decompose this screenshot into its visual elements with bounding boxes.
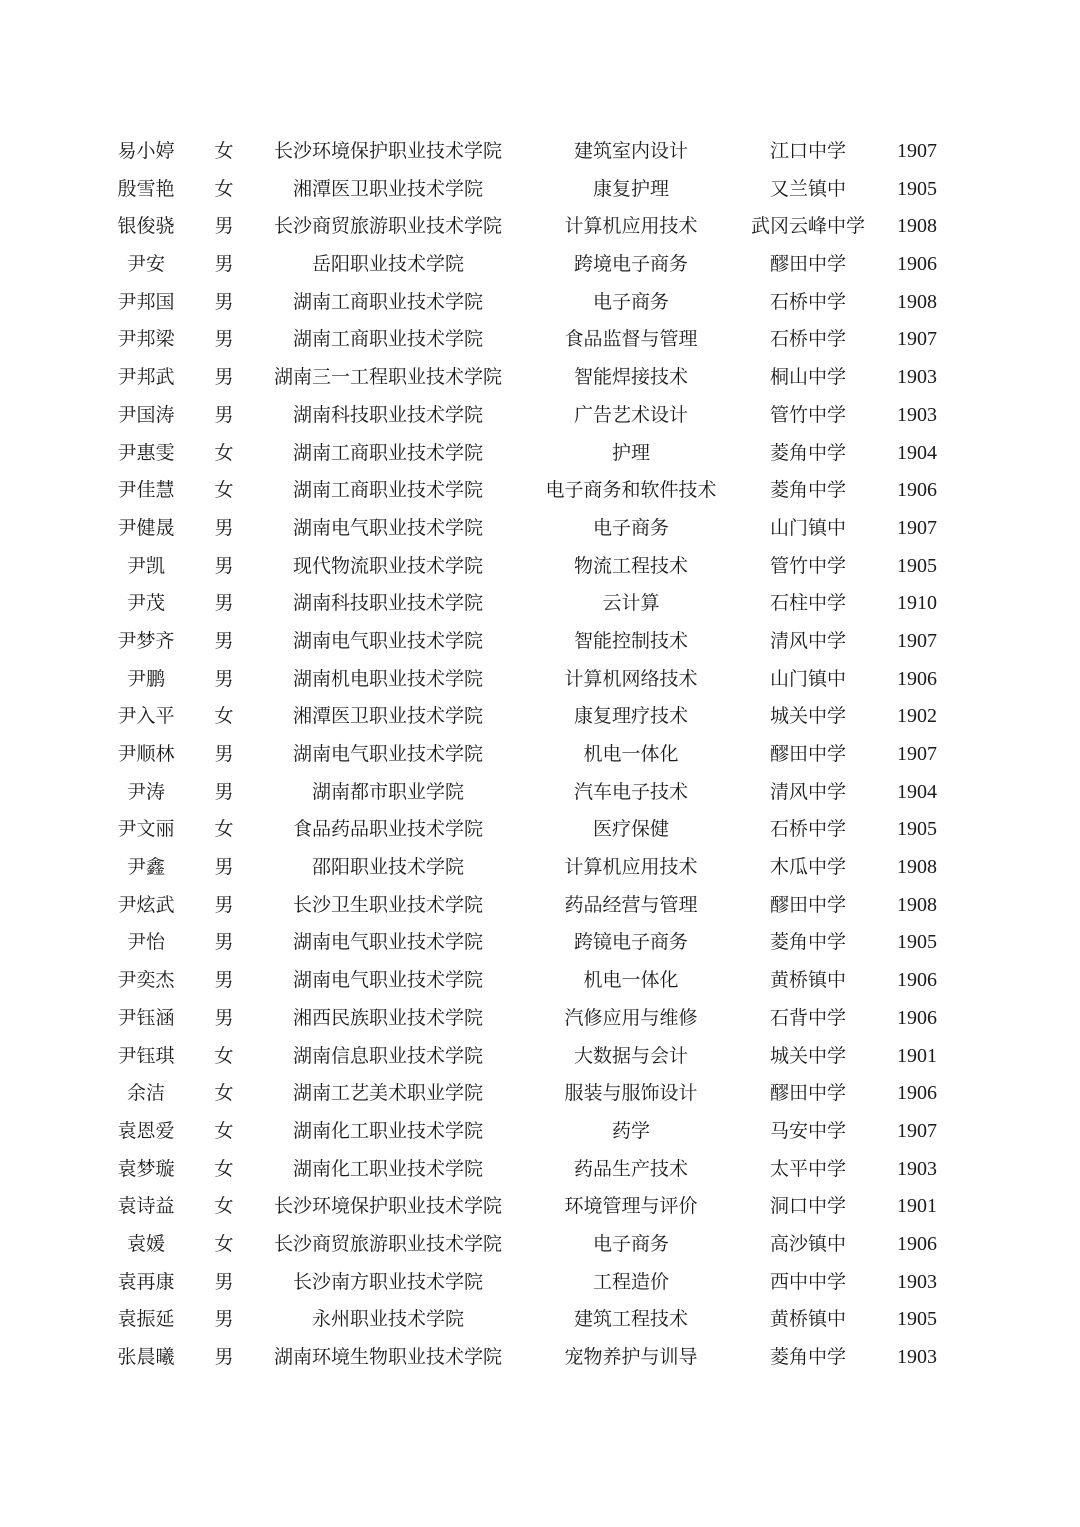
class-number: 1906 bbox=[897, 253, 937, 276]
middle-school-name: 西中中学 bbox=[769, 1270, 846, 1293]
student-gender: 男 bbox=[214, 893, 234, 916]
college-name: 湖南化工职业技术学院 bbox=[292, 1119, 483, 1142]
table-row bbox=[0, 246, 1080, 284]
class-number: 1907 bbox=[897, 743, 937, 765]
student-gender: 男 bbox=[214, 1308, 234, 1331]
student-gender: 女 bbox=[214, 441, 234, 464]
middle-school-name: 菱角中学 bbox=[769, 441, 846, 464]
student-name: 尹邦梁 bbox=[117, 328, 175, 351]
middle-school-name: 管竹中学 bbox=[769, 403, 846, 426]
major-name: 食品监督与管理 bbox=[564, 328, 698, 351]
college-name: 长沙南方职业技术学院 bbox=[292, 1270, 483, 1293]
table-row bbox=[0, 1038, 1080, 1076]
college-name: 湖南信息职业技术学院 bbox=[292, 1044, 483, 1067]
class-number: 1906 bbox=[897, 667, 937, 690]
middle-school-name: 菱角中学 bbox=[769, 1346, 846, 1368]
class-number: 1908 bbox=[897, 893, 937, 916]
college-name: 食品药品职业技术学院 bbox=[292, 818, 483, 841]
class-number: 1902 bbox=[897, 705, 937, 728]
middle-school-name: 醪田中学 bbox=[769, 893, 846, 916]
student-name: 袁诗益 bbox=[117, 1195, 175, 1218]
student-gender: 男 bbox=[214, 328, 234, 351]
major-name: 广告艺术设计 bbox=[573, 403, 688, 426]
middle-school-name: 醪田中学 bbox=[769, 253, 846, 276]
table-row bbox=[0, 321, 1080, 359]
middle-school-name: 石背中学 bbox=[769, 1006, 846, 1029]
table-row bbox=[0, 133, 1080, 171]
major-name: 大数据与会计 bbox=[573, 1044, 688, 1067]
college-name: 邵阳职业技术学院 bbox=[311, 856, 464, 879]
table-row bbox=[0, 548, 1080, 586]
table-row bbox=[0, 1000, 1080, 1038]
middle-school-name: 菱角中学 bbox=[769, 931, 846, 954]
student-gender: 男 bbox=[214, 554, 234, 577]
student-name: 尹奕杰 bbox=[117, 969, 175, 992]
major-name: 宠物养护与训导 bbox=[564, 1346, 698, 1368]
student-gender: 男 bbox=[214, 629, 234, 652]
student-gender: 女 bbox=[214, 1119, 234, 1142]
student-name: 易小婷 bbox=[117, 140, 175, 162]
student-name: 尹健晟 bbox=[117, 516, 175, 539]
table-row bbox=[0, 1226, 1080, 1264]
table-row bbox=[0, 1339, 1080, 1377]
table-row bbox=[0, 585, 1080, 623]
student-gender: 女 bbox=[214, 1044, 234, 1067]
middle-school-name: 清风中学 bbox=[769, 629, 846, 652]
major-name: 计算机应用技术 bbox=[564, 215, 698, 238]
student-gender: 女 bbox=[214, 479, 234, 502]
table-row bbox=[0, 924, 1080, 962]
major-name: 智能焊接技术 bbox=[573, 366, 688, 389]
college-name: 永州职业技术学院 bbox=[311, 1308, 464, 1331]
major-name: 医疗保健 bbox=[592, 818, 669, 841]
table-row bbox=[0, 811, 1080, 849]
class-number: 1905 bbox=[897, 931, 937, 954]
class-number: 1903 bbox=[897, 1157, 937, 1180]
major-name: 环境管理与评价 bbox=[564, 1195, 698, 1218]
major-name: 建筑室内设计 bbox=[573, 140, 688, 162]
college-name: 长沙环境保护职业技术学院 bbox=[273, 1195, 502, 1218]
college-name: 湖南工艺美术职业学院 bbox=[292, 1082, 483, 1105]
class-number: 1907 bbox=[897, 328, 937, 351]
college-name: 长沙商贸旅游职业技术学院 bbox=[273, 215, 502, 238]
middle-school-name: 石桥中学 bbox=[769, 818, 846, 841]
middle-school-name: 高沙镇中 bbox=[769, 1232, 846, 1255]
class-number: 1906 bbox=[897, 479, 937, 502]
college-name: 长沙商贸旅游职业技术学院 bbox=[273, 1232, 502, 1255]
class-number: 1901 bbox=[897, 1195, 937, 1218]
class-number: 1910 bbox=[897, 592, 937, 615]
major-name: 电子商务和软件技术 bbox=[545, 479, 717, 502]
middle-school-name: 黄桥镇中 bbox=[769, 1308, 846, 1331]
student-gender: 男 bbox=[214, 969, 234, 992]
college-name: 长沙卫生职业技术学院 bbox=[292, 893, 483, 916]
class-number: 1903 bbox=[897, 1270, 937, 1293]
student-gender: 男 bbox=[214, 667, 234, 690]
college-name: 湖南工商职业技术学院 bbox=[292, 328, 483, 351]
middle-school-name: 醪田中学 bbox=[769, 743, 846, 765]
table-row bbox=[0, 849, 1080, 887]
table-row bbox=[0, 284, 1080, 322]
major-name: 服装与服饰设计 bbox=[564, 1082, 698, 1105]
student-gender: 男 bbox=[214, 516, 234, 539]
class-number: 1906 bbox=[897, 969, 937, 992]
college-name: 湖南电气职业技术学院 bbox=[292, 969, 483, 992]
table-row bbox=[0, 661, 1080, 699]
student-gender: 女 bbox=[214, 818, 234, 841]
college-name: 湖南电气职业技术学院 bbox=[292, 629, 483, 652]
class-number: 1908 bbox=[897, 215, 937, 238]
college-name: 现代物流职业技术学院 bbox=[292, 554, 483, 577]
major-name: 护理 bbox=[611, 441, 650, 464]
student-name: 尹安 bbox=[126, 253, 165, 276]
table-row bbox=[0, 623, 1080, 661]
class-number: 1905 bbox=[897, 818, 937, 841]
college-name: 湖南电气职业技术学院 bbox=[292, 931, 483, 954]
middle-school-name: 山门镇中 bbox=[769, 667, 846, 690]
college-name: 湖南环境生物职业技术学院 bbox=[273, 1346, 502, 1368]
major-name: 云计算 bbox=[602, 592, 660, 615]
table-row bbox=[0, 1188, 1080, 1226]
student-gender: 女 bbox=[214, 1157, 234, 1180]
middle-school-name: 洞口中学 bbox=[769, 1195, 846, 1218]
college-name: 湖南工商职业技术学院 bbox=[292, 441, 483, 464]
class-number: 1904 bbox=[897, 780, 937, 803]
major-name: 智能控制技术 bbox=[573, 629, 688, 652]
college-name: 湖南三一工程职业技术学院 bbox=[273, 366, 502, 389]
middle-school-name: 山门镇中 bbox=[769, 516, 846, 539]
student-gender: 男 bbox=[214, 366, 234, 389]
student-name: 尹惠雯 bbox=[117, 441, 175, 464]
table-row bbox=[0, 887, 1080, 925]
middle-school-name: 黄桥镇中 bbox=[769, 969, 846, 992]
student-name: 尹鑫 bbox=[126, 856, 165, 879]
student-gender: 男 bbox=[214, 403, 234, 426]
student-name: 尹入平 bbox=[117, 705, 175, 728]
student-name: 尹钰琪 bbox=[117, 1044, 175, 1067]
college-name: 湖南电气职业技术学院 bbox=[292, 743, 483, 765]
student-gender: 女 bbox=[214, 1082, 234, 1105]
major-name: 物流工程技术 bbox=[573, 554, 688, 577]
class-number: 1908 bbox=[897, 290, 937, 313]
major-name: 康复护理 bbox=[592, 177, 669, 200]
college-name: 湖南工商职业技术学院 bbox=[292, 290, 483, 313]
student-name: 尹涛 bbox=[126, 780, 165, 803]
student-name: 尹炫武 bbox=[117, 893, 175, 916]
college-name: 岳阳职业技术学院 bbox=[311, 253, 464, 276]
student-gender: 男 bbox=[214, 1346, 234, 1368]
class-number: 1903 bbox=[897, 1346, 937, 1368]
major-name: 康复理疗技术 bbox=[573, 705, 688, 728]
table-row bbox=[0, 1075, 1080, 1113]
major-name: 工程造价 bbox=[592, 1270, 669, 1293]
class-number: 1905 bbox=[897, 1308, 937, 1331]
student-gender: 男 bbox=[214, 743, 234, 765]
major-name: 汽修应用与维修 bbox=[564, 1006, 698, 1029]
student-gender: 男 bbox=[214, 931, 234, 954]
table-row bbox=[0, 208, 1080, 246]
class-number: 1907 bbox=[897, 1119, 937, 1142]
middle-school-name: 管竹中学 bbox=[769, 554, 846, 577]
major-name: 建筑工程技术 bbox=[573, 1308, 688, 1331]
class-number: 1907 bbox=[897, 140, 937, 162]
class-number: 1901 bbox=[897, 1044, 937, 1067]
middle-school-name: 清风中学 bbox=[769, 780, 846, 803]
student-name: 袁媛 bbox=[126, 1232, 165, 1255]
table-row bbox=[0, 1264, 1080, 1302]
middle-school-name: 马安中学 bbox=[769, 1119, 846, 1142]
middle-school-name: 石桥中学 bbox=[769, 328, 846, 351]
college-name: 湖南机电职业技术学院 bbox=[292, 667, 483, 690]
student-name: 尹怡 bbox=[126, 931, 165, 954]
student-name: 袁梦璇 bbox=[117, 1157, 175, 1180]
student-gender: 男 bbox=[214, 780, 234, 803]
major-name: 计算机网络技术 bbox=[564, 667, 698, 690]
middle-school-name: 又兰镇中 bbox=[769, 177, 846, 200]
table-row bbox=[0, 359, 1080, 397]
student-name: 袁恩爱 bbox=[117, 1119, 175, 1142]
student-name: 尹鹏 bbox=[126, 667, 165, 690]
major-name: 电子商务 bbox=[592, 1232, 669, 1255]
student-gender: 女 bbox=[214, 705, 234, 728]
major-name: 电子商务 bbox=[592, 290, 669, 313]
class-number: 1907 bbox=[897, 629, 937, 652]
student-name: 尹邦武 bbox=[117, 366, 175, 389]
class-number: 1903 bbox=[897, 403, 937, 426]
table-row bbox=[0, 472, 1080, 510]
college-name: 湖南科技职业技术学院 bbox=[292, 592, 483, 615]
class-number: 1905 bbox=[897, 554, 937, 577]
class-number: 1906 bbox=[897, 1082, 937, 1105]
middle-school-name: 桐山中学 bbox=[769, 366, 846, 389]
student-name: 尹凯 bbox=[126, 554, 165, 577]
student-gender: 男 bbox=[214, 1006, 234, 1029]
college-name: 长沙环境保护职业技术学院 bbox=[273, 140, 502, 162]
student-name: 袁再康 bbox=[117, 1270, 175, 1293]
major-name: 机电一体化 bbox=[583, 969, 679, 992]
middle-school-name: 城关中学 bbox=[769, 1044, 846, 1067]
student-name: 银俊骁 bbox=[117, 215, 175, 238]
table-row bbox=[0, 962, 1080, 1000]
student-gender: 男 bbox=[214, 592, 234, 615]
table-row bbox=[0, 510, 1080, 548]
table-row bbox=[0, 1301, 1080, 1339]
major-name: 电子商务 bbox=[592, 516, 669, 539]
student-gender: 男 bbox=[214, 253, 234, 276]
college-name: 湖南都市职业学院 bbox=[311, 780, 464, 803]
student-name: 尹顺林 bbox=[117, 743, 175, 765]
major-name: 跨境电子商务 bbox=[573, 253, 688, 276]
table-row bbox=[0, 397, 1080, 435]
student-gender: 女 bbox=[214, 1195, 234, 1218]
student-name: 张晨曦 bbox=[117, 1346, 175, 1368]
student-name: 余洁 bbox=[126, 1082, 165, 1105]
student-name: 尹梦齐 bbox=[117, 629, 175, 652]
student-roster-table bbox=[0, 133, 1080, 1377]
student-name: 尹国涛 bbox=[117, 403, 175, 426]
major-name: 机电一体化 bbox=[583, 743, 679, 765]
middle-school-name: 江口中学 bbox=[769, 140, 846, 162]
middle-school-name: 武冈云峰中学 bbox=[750, 215, 865, 238]
class-number: 1906 bbox=[897, 1006, 937, 1029]
major-name: 药学 bbox=[611, 1119, 650, 1142]
student-gender: 女 bbox=[214, 177, 234, 200]
student-name: 殷雪艳 bbox=[117, 177, 175, 200]
student-name: 尹文丽 bbox=[117, 818, 175, 841]
student-name: 袁振延 bbox=[117, 1308, 175, 1331]
major-name: 计算机应用技术 bbox=[564, 856, 698, 879]
table-row bbox=[0, 1151, 1080, 1189]
major-name: 跨镜电子商务 bbox=[573, 931, 688, 954]
middle-school-name: 木瓜中学 bbox=[769, 856, 846, 879]
major-name: 汽车电子技术 bbox=[573, 780, 688, 803]
student-name: 尹佳慧 bbox=[117, 479, 175, 502]
table-row bbox=[0, 774, 1080, 812]
college-name: 湘潭医卫职业技术学院 bbox=[292, 705, 483, 728]
table-row bbox=[0, 1113, 1080, 1151]
college-name: 湖南电气职业技术学院 bbox=[292, 516, 483, 539]
major-name: 药品经营与管理 bbox=[564, 893, 698, 916]
middle-school-name: 石桥中学 bbox=[769, 290, 846, 313]
student-name: 尹邦国 bbox=[117, 290, 175, 313]
middle-school-name: 菱角中学 bbox=[769, 479, 846, 502]
middle-school-name: 城关中学 bbox=[769, 705, 846, 728]
college-name: 湘潭医卫职业技术学院 bbox=[292, 177, 483, 200]
class-number: 1904 bbox=[897, 441, 937, 464]
table-row bbox=[0, 171, 1080, 209]
middle-school-name: 醪田中学 bbox=[769, 1082, 846, 1105]
student-gender: 男 bbox=[214, 215, 234, 238]
college-name: 湖南工商职业技术学院 bbox=[292, 479, 483, 502]
table-row bbox=[0, 698, 1080, 736]
college-name: 湖南化工职业技术学院 bbox=[292, 1157, 483, 1180]
student-name: 尹茂 bbox=[126, 592, 165, 615]
class-number: 1905 bbox=[897, 177, 937, 200]
student-gender: 男 bbox=[214, 1270, 234, 1293]
major-name: 药品生产技术 bbox=[573, 1157, 688, 1180]
middle-school-name: 太平中学 bbox=[769, 1157, 846, 1180]
middle-school-name: 石柱中学 bbox=[769, 592, 846, 615]
student-gender: 女 bbox=[214, 1232, 234, 1255]
college-name: 湖南科技职业技术学院 bbox=[292, 403, 483, 426]
student-name: 尹钰涵 bbox=[117, 1006, 175, 1029]
class-number: 1906 bbox=[897, 1232, 937, 1255]
college-name: 湘西民族职业技术学院 bbox=[292, 1006, 483, 1029]
class-number: 1903 bbox=[897, 366, 937, 389]
student-gender: 男 bbox=[214, 856, 234, 879]
table-row bbox=[0, 736, 1080, 774]
student-gender: 女 bbox=[214, 140, 234, 162]
table-row bbox=[0, 435, 1080, 473]
student-gender: 男 bbox=[214, 290, 234, 313]
class-number: 1907 bbox=[897, 516, 937, 539]
class-number: 1908 bbox=[897, 856, 937, 879]
